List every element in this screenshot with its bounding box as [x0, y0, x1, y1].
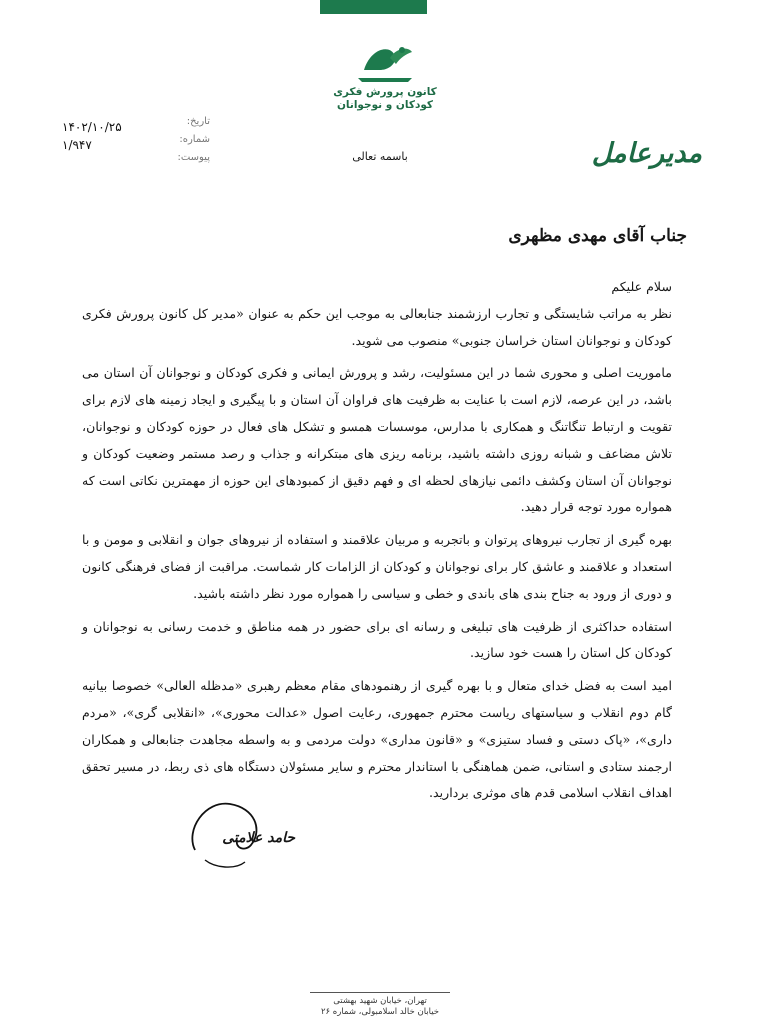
- invocation-heading: باسمه تعالی: [352, 150, 408, 163]
- director-title: مدیرعامل: [591, 138, 702, 169]
- attachment-label: پیوست:: [177, 152, 210, 163]
- body-paragraph-4: استفاده حداکثری از ظرفیت های تبلیغی و رسانه ای برای حضور در همه مناطق و خدمت رسانی به نوجوانان و کودکان کل استان را هست خود سازید.: [82, 618, 672, 661]
- body-paragraph-2: ماموریت اصلی و محوری شما در این مسئولیت، رشد و پرورش ایمانی و فکری کودکان و نوجوانان آن استان می باشد، در این عرصه، لازم است با عنایت به ظرفیت های فراوان آن استان و با پیگیری و ایجاد زمینه های لازم برای تقویت و ارتباط تنگاتنگ و همکاری با مدارس، موسسات همسو و تشکل های فعال در حوزه کودکان و نوجوانان، تلاش مضاعف و شبانه روزی داشته باشید، برنامه ریزی های مبتکرانه و جذاب و رصد مستمر وضعیت کودکان و نوجوانان آن استان وکشف دائمی نیازهای لحظه ای و فهم دقیق از کمبودهای این حوزه از مهمترین نکاتی است که همواره مورد توجه قرار دهید.: [82, 365, 672, 515]
- attachment-row: [60, 152, 210, 170]
- letter-meta: [60, 116, 210, 170]
- org-logo: [330, 40, 440, 130]
- body-paragraph-3: بهره گیری از تجارب نیروهای پرتوان و باتجربه و مربیان علاقمند و استفاده از نیروهای جوان و انقلابی و مومن و با استعداد و علاقمند و عاشق کار برای نوجوانان و کودکان از الزامات کار شماست. مراقبت از فضای فرهنگی کانون و دوری از ورود به جناح بندی های باندی و خطی و سیاسی را همواره مورد نظر داشته باشید.: [82, 532, 672, 601]
- greeting: سلام علیکم: [611, 279, 672, 294]
- body-paragraph-5: امید است به فضل خدای متعال و با بهره گیری از رهنمودهای مقام معظم رهبری «مدظله العالی» خصوصا بیانیه گام دوم انقلاب و سیاستهای ریاست محترم جمهوری، رعایت اصول «عدالت محوری»، «انقلابی گری»، «مردم داری»، «پاک دستی و فساد ستیزی» و «قانون مداری» دولت مردمی و به واسطه مجاهدت جنابعالی و همکاران ارجمند ستادی و استانی، ضمن هماهنگی با استاندار محترم و سایر مسئولان دستگاه های ذی ربط، در مسیر تحقق اهداف انقلاب اسلامی قدم های موثری بردارید.: [82, 678, 672, 801]
- date-label: تاریخ:: [186, 116, 210, 127]
- recipient-name: جناب آقای مهدی مظهری: [508, 226, 687, 246]
- date-row: [60, 116, 210, 134]
- number-value: ۱/۹۴۷: [62, 138, 92, 152]
- number-label: شماره:: [179, 134, 210, 145]
- letterhead-top-bar: [320, 0, 427, 14]
- org-name-line2: کودکان و نوجوانان: [336, 99, 434, 111]
- body-paragraph-1: نظر به مراتب شایستگی و تجارب ارزشمند جنابعالی به موجب این حکم به عنوان «مدیر کل کانون پرورش فکری کودکان و نوجوانان استان خراسان جنوبی» منصوب می شوید.: [82, 305, 672, 348]
- org-emblem-icon: [350, 40, 420, 86]
- number-row: [60, 134, 210, 152]
- signature-block: [175, 790, 295, 880]
- signatory-name: حامد علامتی: [222, 830, 295, 846]
- address-line2: خیابان خالد اسلامبولی، شماره ۲۶: [320, 1007, 440, 1017]
- address-line1: تهران، خیابان شهید بهشتی: [333, 996, 427, 1006]
- date-value: ۱۴۰۲/۱۰/۲۵: [62, 120, 122, 134]
- org-name-line1: کانون پرورش فکری: [333, 86, 437, 98]
- footer-divider: [310, 992, 450, 993]
- footer-address: [300, 996, 460, 1018]
- letter-body: [82, 274, 672, 813]
